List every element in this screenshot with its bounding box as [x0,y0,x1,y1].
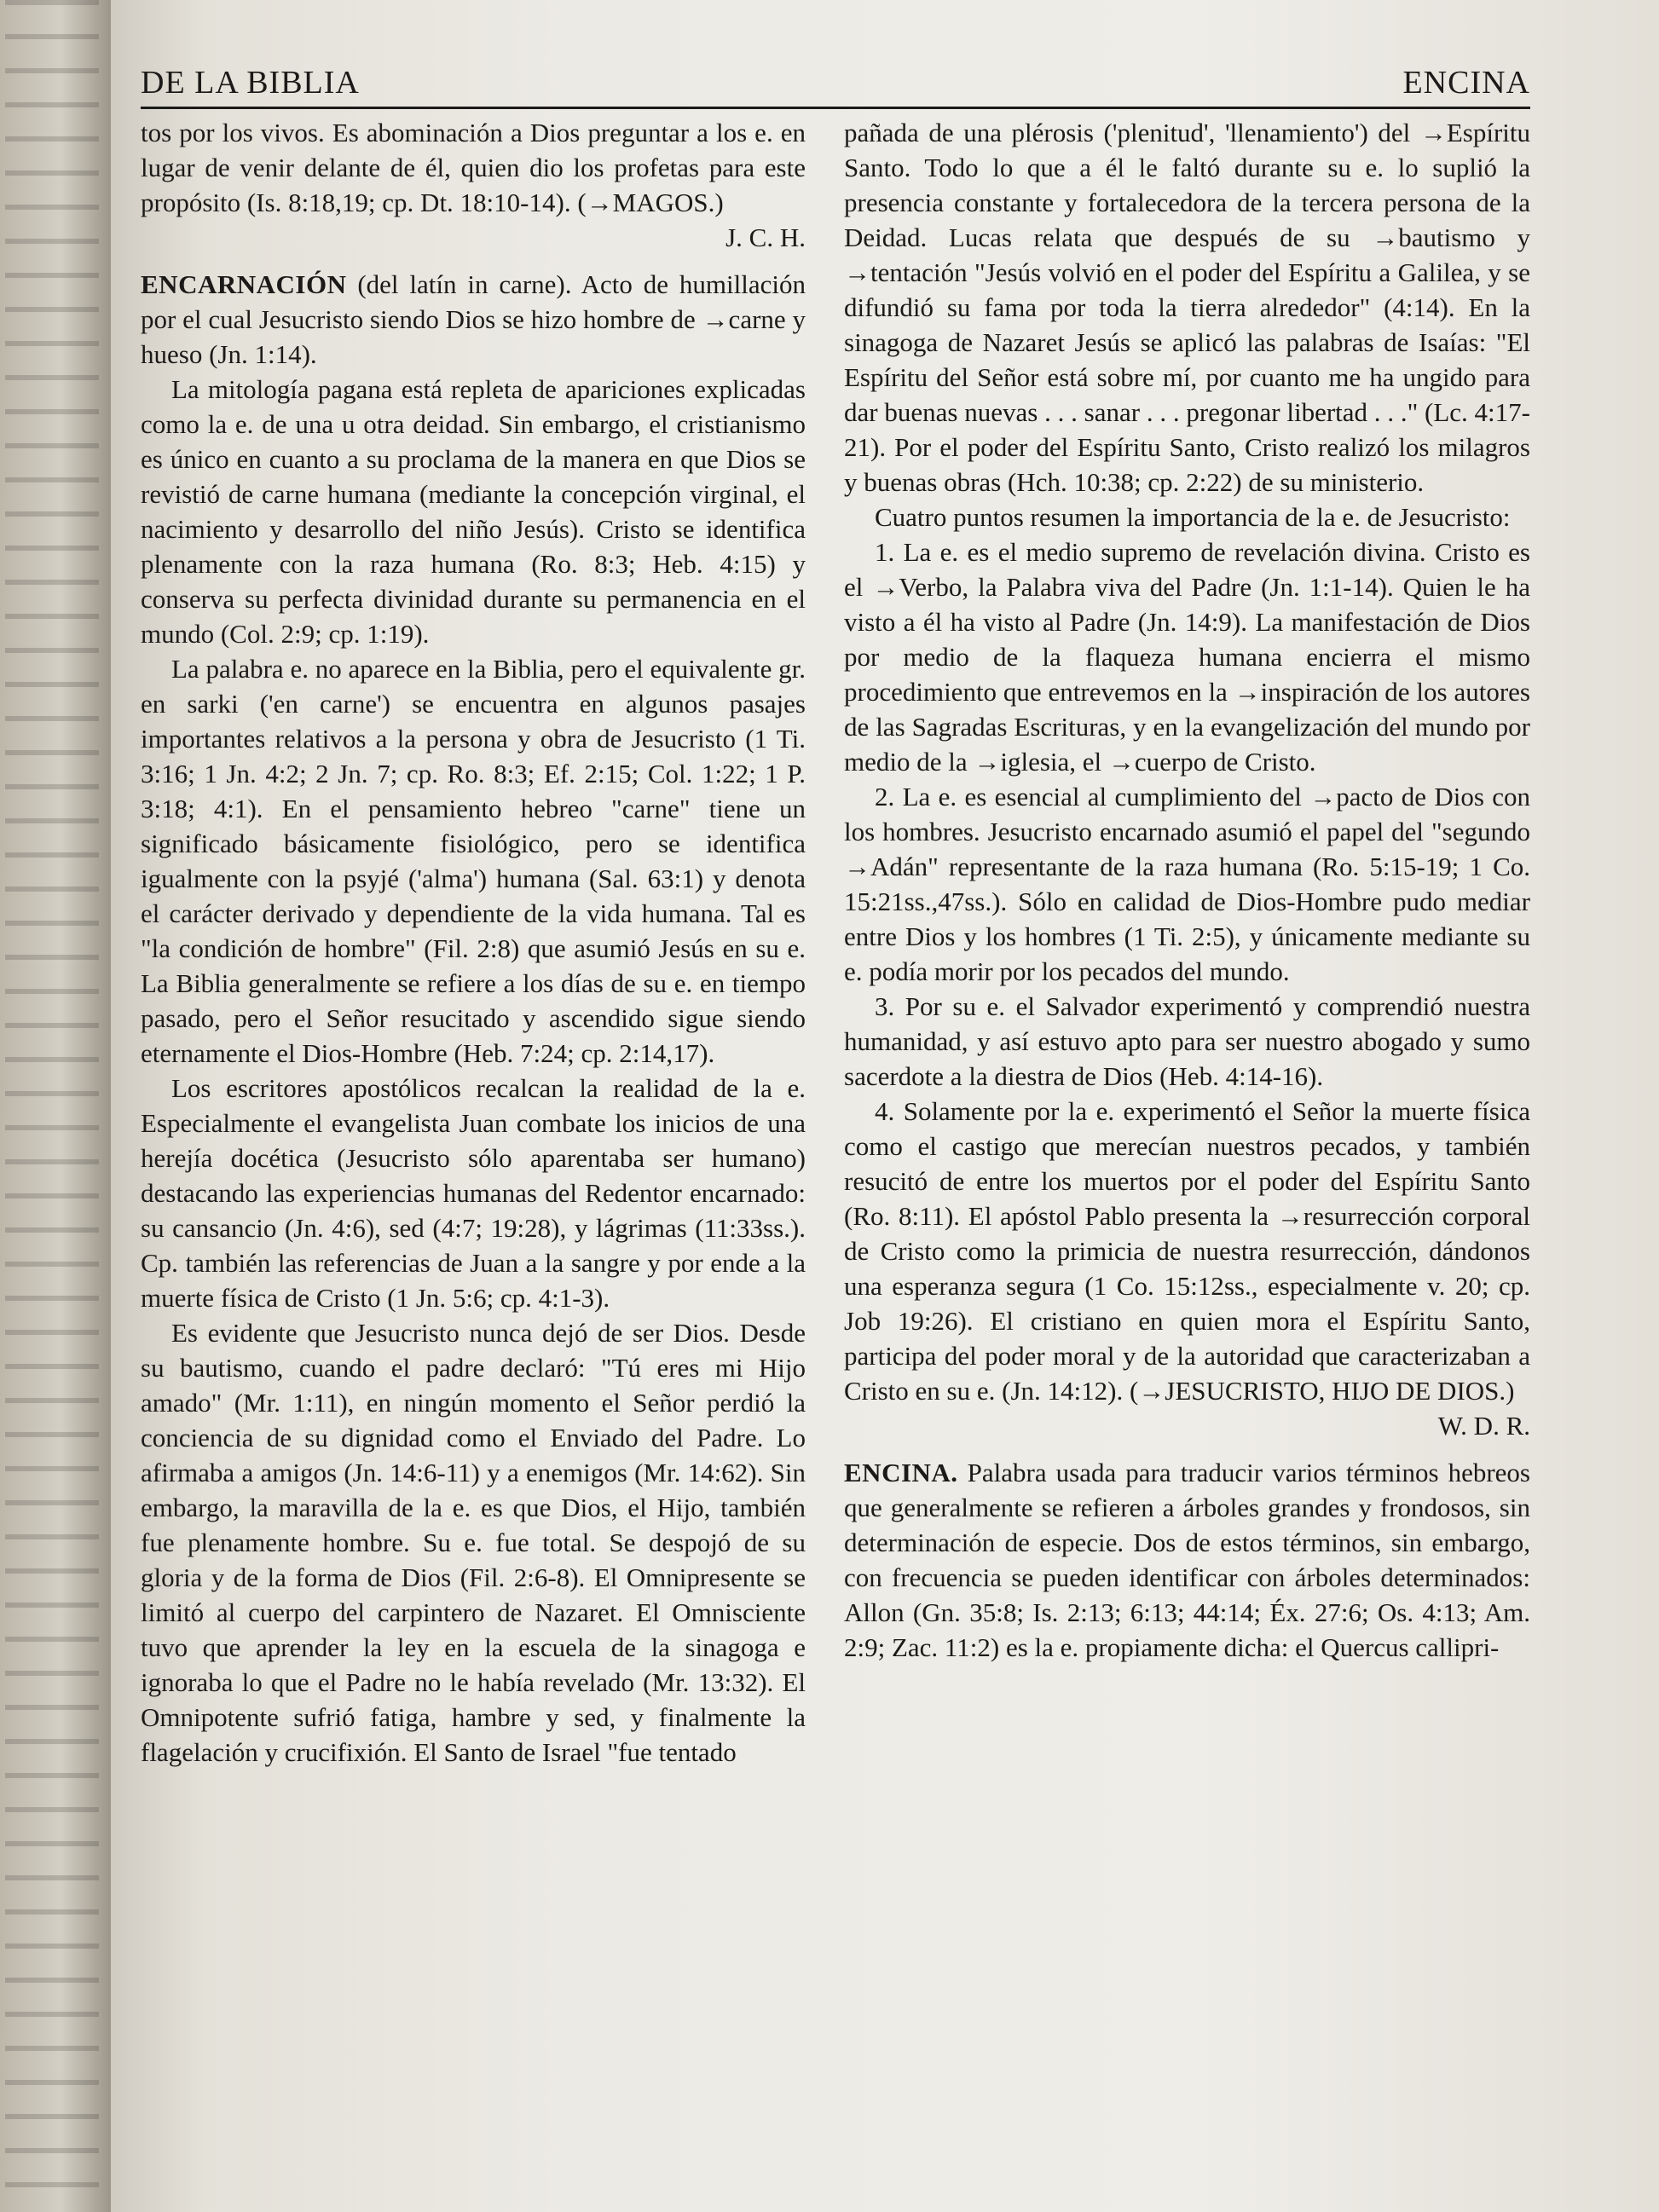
paragraph: La mitología pagana está repleta de apariciones explicadas como la e. de una u otra deidad. Sin embargo, el cristianismo es único en cuanto a su proclama de la manera en que Dios se revistió de carne humana (mediante la concepción virginal, el nacimiento y desarrollo del niño Jesús). Cristo se identifica plenamente con la raza humana (Ro. 8:3; Heb. 4:15) y conserva su perfecta divinidad durante su permanencia en el mundo (Col. 2:9; cp. 1:19). [141,374,806,649]
paragraph: Cuatro puntos resumen la importancia de la e. de Jesucristo: [875,502,1511,532]
paragraph: pañada de una plérosis ('plenitud', 'llenamiento') del →Espíritu Santo. Todo lo que a él le faltó durante su e. lo suplió la presencia constante y fortalecedora de la tercera persona de la Deidad. Lucas relata que después de su →bautismo y →tentación "Jesús volvió en el poder del Espíritu a Galilea, y se difundió su fama por toda la tierra alrededor" (4:14). En la sinagoga de Nazaret Jesús se aplicó las palabras de Isaías: "El Espíritu del Señor está sobre mí, por cuanto me ha ungido para dar buenas nuevas . . . sanar . . . pregonar libertad . . ." (Lc. 4:17-21). Por el poder del Espíritu Santo, Cristo realizó los milagros y buenas obras (Hch. 10:38; cp. 2:22) de su ministerio. [844,118,1530,497]
headword: ENCINA. [844,1458,958,1487]
entry-encina [844,1455,1530,1665]
point-4: 4. Solamente por la e. experimentó el Señor la muerte física como el castigo que merecían nuestros pecados, y también resucitó de entre los muertos por el poder del Espíritu Santo (Ro. 8:11). El apóstol Pablo presenta la →resurrección corporal de Cristo como la primicia de nuestra resurrección, dándonos una esperanza segura (1 Co. 15:12ss., especialmente v. 20; cp. Job 19:26). El cristiano en quien mora el Espíritu Santo, participa del poder moral y de la autoridad que caracterizaban a Cristo en su e. (Jn. 14:12). (→JESUCRISTO, HIJO DE DIOS.) [844,1096,1530,1406]
paragraph: tos por los vivos. Es abominación a Dios preguntar a los e. en lugar de venir delante de él, quien dio los profetas para este propósito (Is. 8:18,19; cp. Dt. 18:10-14). (→MAGOS.) [141,118,806,217]
adjacent-page-edge [0,0,111,2212]
header-left-title: DE LA BIBLIA [141,65,360,101]
author-initials: J. C. H. [725,222,806,252]
left-column [141,115,806,1770]
running-header [141,47,1530,109]
entry-definition: (del latín in carne). Acto de humillación por el cual Jesucristo siendo Dios se hizo hombre de →carne y hueso (Jn. 1:14). [141,269,806,369]
author-initials: W. D. R. [1437,1411,1530,1441]
point-3: 3. Por su e. el Salvador experimentó y comprendió nuestra humanidad, y así estuvo apto para ser nuestro abogado y sumo sacerdote a la diestra de Dios (Heb. 4:14-16). [844,991,1530,1091]
paragraph: Es evidente que Jesucristo nunca dejó de ser Dios. Desde su bautismo, cuando el padre declaró: "Tú eres mi Hijo amado" (Mr. 1:11), en ningún momento el Señor perdió la conciencia de su dignidad como el Enviado del Padre. Lo afirmaba a amigos (Jn. 14:6-11) y a enemigos (Mr. 14:62). Sin embargo, la maravilla de la e. es que Dios, el Hijo, también fue plenamente hombre. Su e. fue total. Se despojó de su gloria y de la forma de Dios (Fil. 2:6-8). El Omnipresente se limitó al cuerpo del carpintero de Nazaret. El Omnisciente tuvo que aprender la ley en la escuela de la sinagoga e ignoraba lo que el Padre no le había revelado (Mr. 13:32). El Omnipotente sufrió fatiga, hambre y sed, y finalmente la flagelación y crucifixión. El Santo de Israel "fue tentado [141,1318,806,1767]
header-right-title: ENCINA [1402,65,1530,101]
headword: ENCARNACIÓN [141,269,347,299]
entry-encarnacion [141,267,806,372]
right-column [844,115,1530,1665]
dictionary-page [111,0,1659,2212]
paragraph: Los escritores apostólicos recalcan la realidad de la e. Especialmente el evangelista Juan combate los inicios de una herejía docética (Jesucristo sólo aparentaba ser humano) destacando las experiencias humanas del Redentor encarnado: su cansancio (Jn. 4:6), sed (4:7; 19:28), y lágrimas (11:33ss.). Cp. también las referencias de Juan a la sangre y por ende a la muerte física de Cristo (1 Jn. 5:6; cp. 4:1-3). [141,1073,806,1313]
entry-definition: Palabra usada para traducir varios términos hebreos que generalmente se refieren a árboles grandes y frondosos, sin determinación de especie. Dos de estos términos, sin embargo, con frecuencia se pueden identificar con árboles determinados: Allon (Gn. 35:8; Is. 2:13; 6:13; 44:14; Éx. 27:6; Os. 4:13; Am. 2:9; Zac. 11:2) es la e. propiamente dicha: el Quercus callipri- [844,1458,1530,1662]
paragraph: La palabra e. no aparece en la Biblia, pero el equivalente gr. en sarki ('en carne') se encuentra en algunos pasajes importantes relativos a la persona y obra de Jesucristo (1 Ti. 3:16; 1 Jn. 4:2; 2 Jn. 7; cp. Ro. 8:3; Ef. 2:15; Col. 1:22; 1 P. 3:18; 4:1). En el pensamiento hebreo "carne" tiene un significado básicamente fisiológico, pero se identifica igualmente con la psyjé ('alma') humana (Sal. 63:1) y denota el carácter derivado y dependiente de la vida humana. Tal es "la condición de hombre" (Fil. 2:8) que asumió Jesús en su e. La Biblia generalmente se refiere a los días de su e. en tiempo pasado, pero el Señor resucitado y ascendido sigue siendo eternamente el Dios-Hombre (Heb. 7:24; cp. 2:14,17). [141,654,806,1068]
point-1: 1. La e. es el medio supremo de revelación divina. Cristo es el →Verbo, la Palabra viva del Padre (Jn. 1:1-14). Quien le ha visto a él ha visto al Padre (Jn. 14:9). La manifestación de Dios por medio de la flaqueza humana encierra el mismo procedimiento que entrevemos en la →inspiración de los autores de las Sagradas Escrituras, y en la evangelización del mundo por medio de la →iglesia, el →cuerpo de Cristo. [844,537,1530,777]
point-2: 2. La e. es esencial al cumplimiento del →pacto de Dios con los hombres. Jesucristo encarnado asumió el papel del "segundo →Adán" representante de la raza humana (Ro. 5:15-19; 1 Co. 15:21ss.,47ss.). Sólo en calidad de Dios-Hombre pudo mediar entre Dios y los hombres (1 Ti. 2:5), y únicamente mediante su e. podía morir por los pecados del mundo. [844,782,1530,986]
